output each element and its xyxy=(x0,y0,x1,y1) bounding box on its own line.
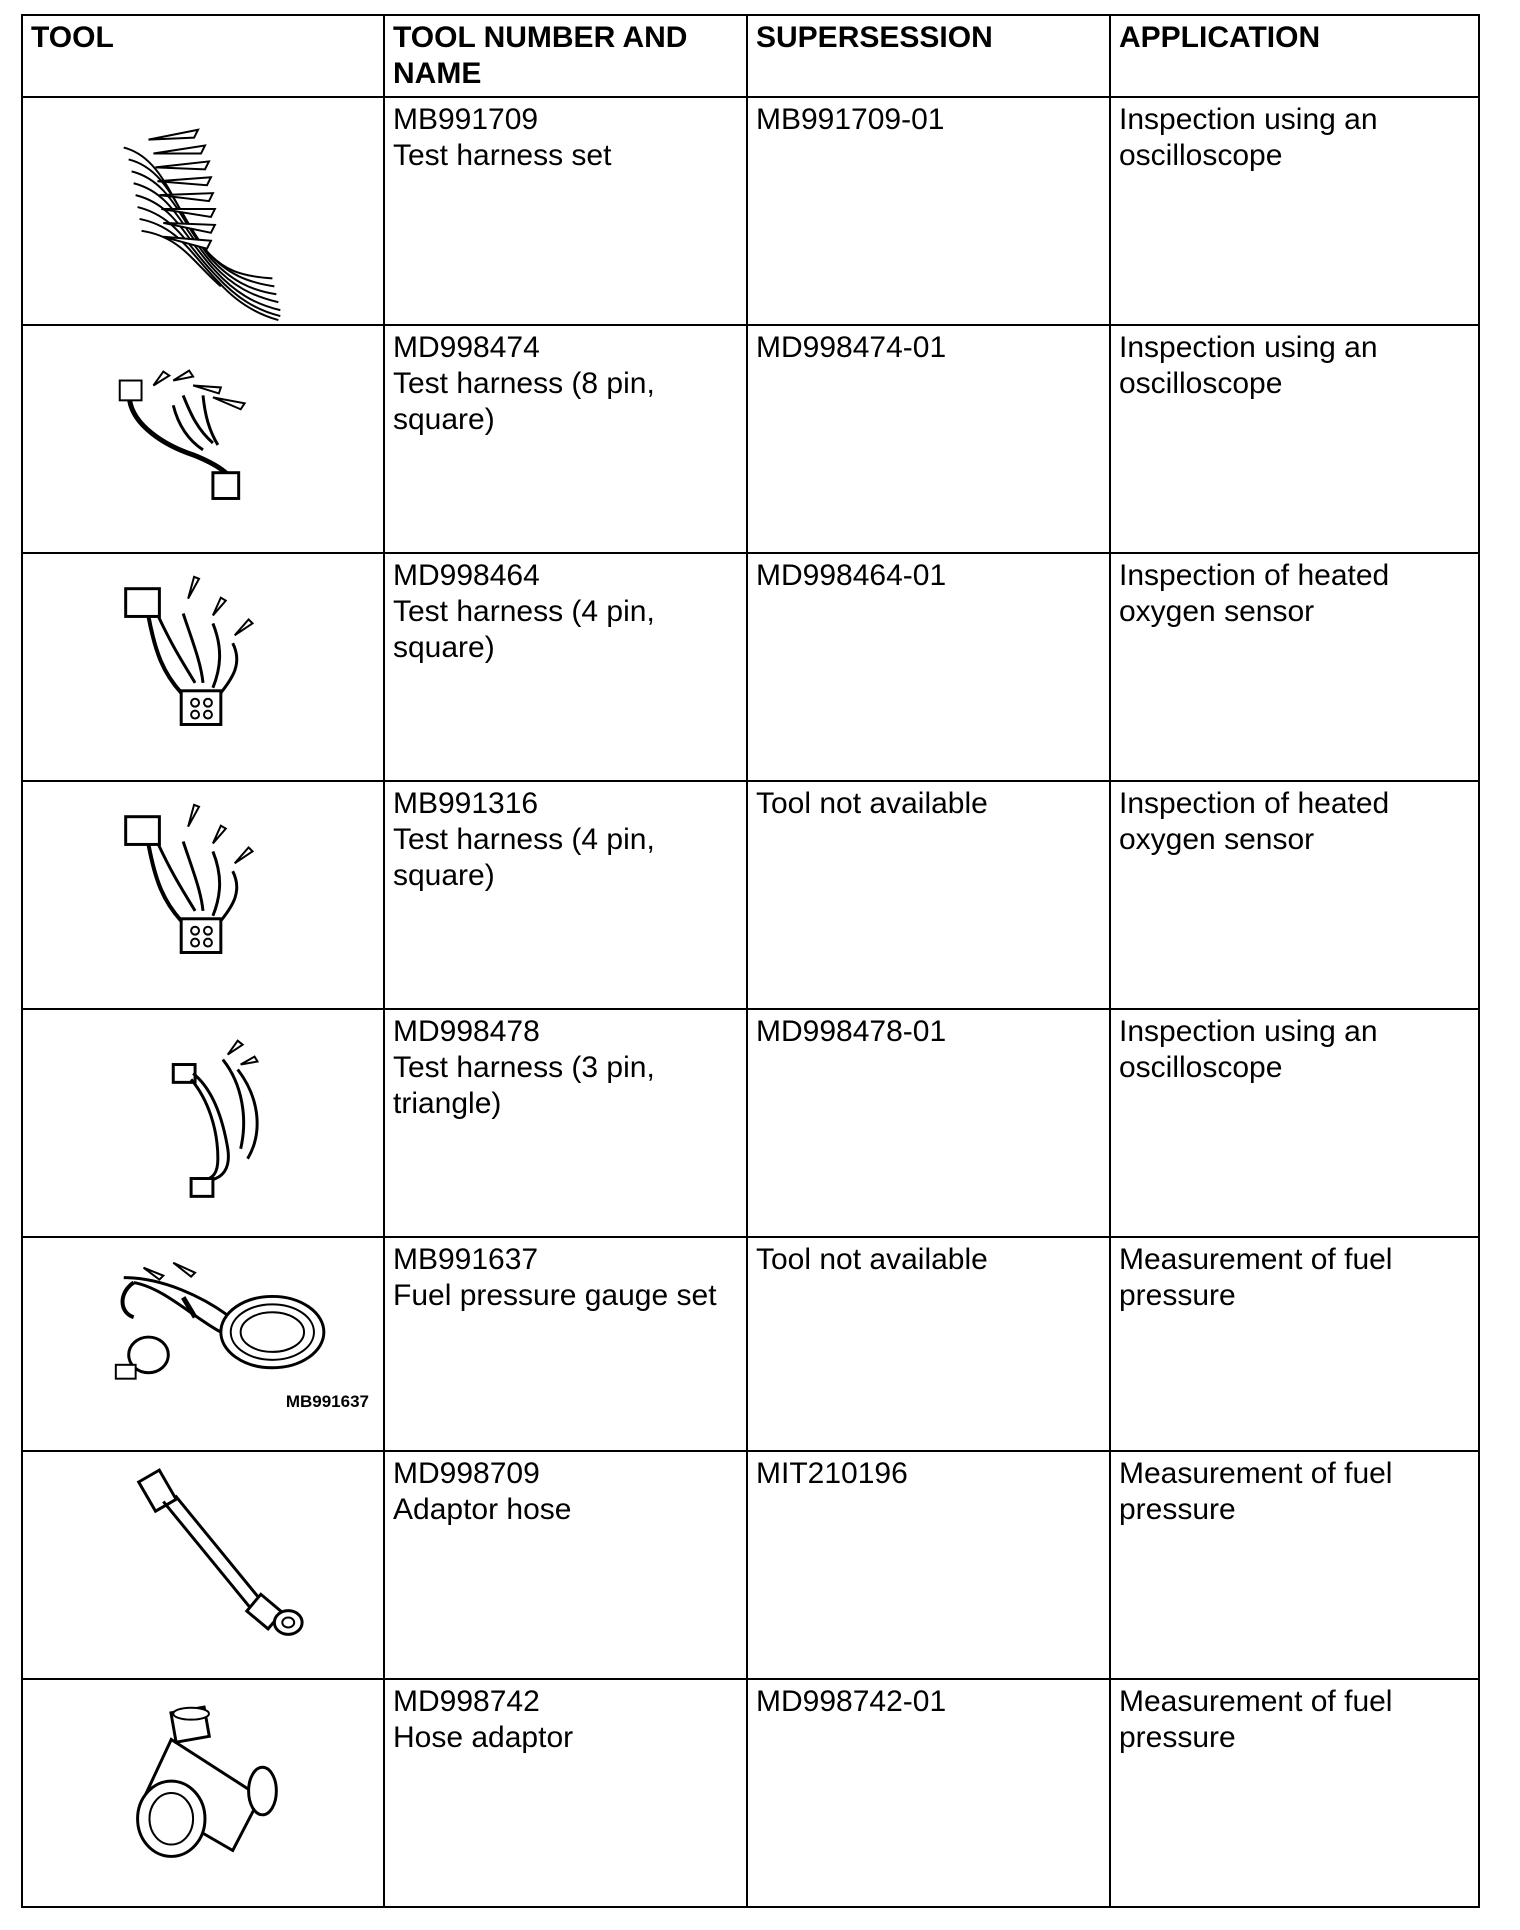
table-row xyxy=(22,1237,1479,1451)
application-cell: Measurement of fuel pressure xyxy=(1110,1451,1479,1679)
test-harness-8pin-icon xyxy=(23,326,383,552)
tool-name: Hose adaptor xyxy=(393,1721,574,1754)
tool-number-name-cell xyxy=(384,325,747,553)
tool-number-name-cell xyxy=(384,1451,747,1679)
tool-image-cell xyxy=(22,781,384,1009)
test-harness-set-icon xyxy=(23,98,383,324)
table-row xyxy=(22,325,1479,553)
tool-number-name-cell xyxy=(384,553,747,781)
hose-adaptor-icon xyxy=(23,1680,383,1906)
supersession-cell: MD998742-01 xyxy=(747,1679,1110,1907)
header-tool: TOOL xyxy=(22,15,384,97)
application-cell: Measurement of fuel pressure xyxy=(1110,1679,1479,1907)
tool-number-name-cell xyxy=(384,97,747,325)
tool-name: Test harness (8 pin, square) xyxy=(393,367,664,436)
supersession-cell: MD998474-01 xyxy=(747,325,1110,553)
special-tools-table xyxy=(21,14,1480,1908)
tool-name: Fuel pressure gauge set xyxy=(393,1279,717,1312)
tool-number: MD998742 xyxy=(393,1685,540,1718)
supersession-cell: Tool not available xyxy=(747,781,1110,1009)
tool-number: MD998464 xyxy=(393,559,540,592)
header-row xyxy=(22,15,1479,97)
table-row xyxy=(22,553,1479,781)
table-row xyxy=(22,781,1479,1009)
tool-number-name-cell xyxy=(384,1237,747,1451)
application-cell: Inspection using an oscilloscope xyxy=(1110,1009,1479,1237)
application-cell: Inspection of heated oxygen sensor xyxy=(1110,553,1479,781)
tool-image-cell xyxy=(22,325,384,553)
tool-number: MD998478 xyxy=(393,1015,540,1048)
supersession-cell: MD998478-01 xyxy=(747,1009,1110,1237)
table-row xyxy=(22,97,1479,325)
tool-image-cell xyxy=(22,1237,384,1451)
adaptor-hose-icon xyxy=(23,1452,383,1678)
test-harness-3pin-icon xyxy=(23,1010,383,1236)
tool-number: MD998474 xyxy=(393,331,540,364)
application-cell: Measurement of fuel pressure xyxy=(1110,1237,1479,1451)
supersession-cell: MIT210196 xyxy=(747,1451,1110,1679)
header-supersession: SUPERSESSION xyxy=(747,15,1110,97)
application-cell: Inspection using an oscilloscope xyxy=(1110,325,1479,553)
tool-number-name-cell xyxy=(384,1679,747,1907)
tool-image-cell xyxy=(22,1679,384,1907)
tool-number: MB991637 xyxy=(393,1243,539,1276)
tool-image-cell xyxy=(22,1451,384,1679)
tool-image-cell xyxy=(22,1009,384,1237)
tool-number: MB991316 xyxy=(393,787,539,820)
tool-number: MB991709 xyxy=(393,103,539,136)
tool-image-cell xyxy=(22,553,384,781)
application-cell: Inspection of heated oxygen sensor xyxy=(1110,781,1479,1009)
test-harness-4pin-icon xyxy=(23,782,383,1008)
tool-name: Test harness (4 pin, square) xyxy=(393,823,664,892)
supersession-cell: MB991709-01 xyxy=(747,97,1110,325)
header-tool-number-name: TOOL NUMBER AND NAME xyxy=(384,15,747,97)
tool-image-caption: MB991637 xyxy=(285,1392,369,1411)
tool-number: MD998709 xyxy=(393,1457,540,1490)
tool-number-name-cell xyxy=(384,781,747,1009)
table-row xyxy=(22,1009,1479,1237)
header-application: APPLICATION xyxy=(1110,15,1479,97)
application-cell: Inspection using an oscilloscope xyxy=(1110,97,1479,325)
supersession-cell: Tool not available xyxy=(747,1237,1110,1451)
table-row xyxy=(22,1679,1479,1907)
table-row xyxy=(22,1451,1479,1679)
tool-number-name-cell xyxy=(384,1009,747,1237)
tool-name: Adaptor hose xyxy=(393,1493,572,1526)
tool-image-cell xyxy=(22,97,384,325)
tool-name: Test harness (3 pin, triangle) xyxy=(393,1051,664,1120)
tool-name: Test harness (4 pin, square) xyxy=(393,595,664,664)
supersession-cell: MD998464-01 xyxy=(747,553,1110,781)
tool-name: Test harness set xyxy=(393,139,612,172)
test-harness-4pin-icon xyxy=(23,554,383,780)
